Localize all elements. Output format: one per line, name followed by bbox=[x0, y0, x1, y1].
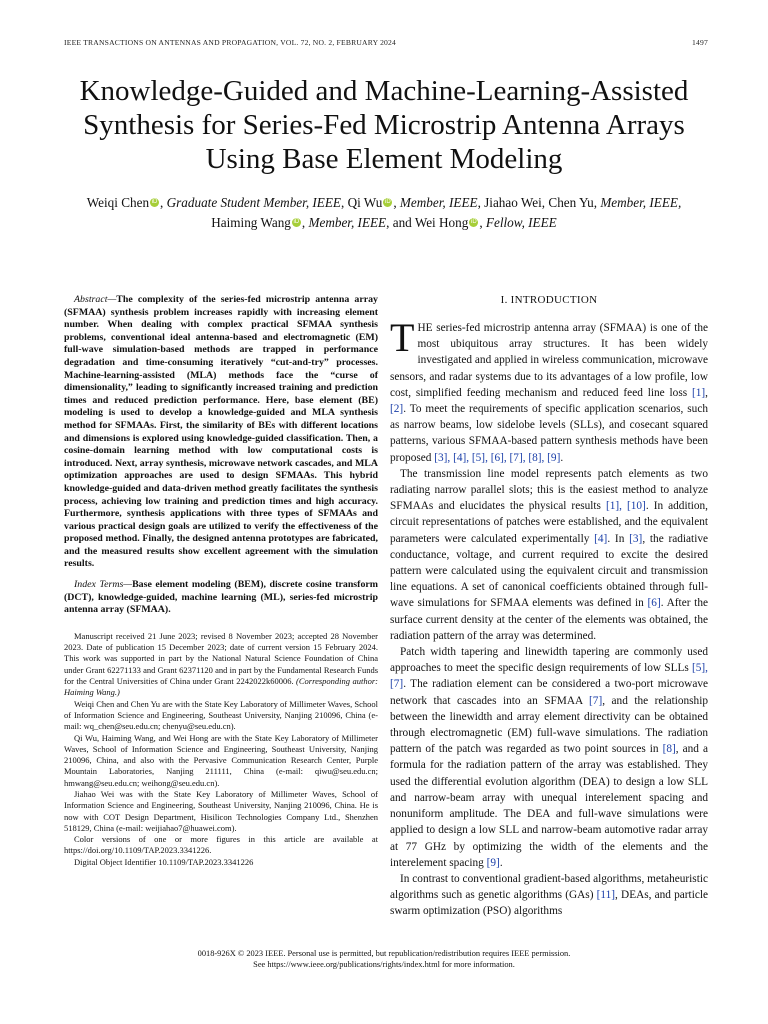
author-line-2: Haiming Wang iD , Member, IEEE, and Wei Hong iD , Fellow, IEEE bbox=[211, 215, 557, 230]
manuscript-text: Manuscript received 21 June 2023; revised 8 November 2023; accepted 28 November 2023. Date of publication 15 December 2023; date of current version 15 February 2024. This work was supported in part by the National Natural Science Foundation of China under Grant 62271133 and Grant 62371120 and in part by the Fundamental Research Funds for the Central Universities of China under Grant 2242022k60006. bbox=[64, 630, 378, 687]
affiliation-note: Jiahao Wei was with the State Key Laboratory of Millimeter Waves, School of Information Science and Engineering, Southeast University, Nanjing 210096, China. He is now with COT Design Department, Hisilicon Technologies Company Ltd., Shenzhen 518129, China (e-mail: weijiahao7@huawei.com). bbox=[64, 789, 378, 833]
manuscript-note bbox=[64, 631, 378, 699]
paragraph-text: . After the surface current density at the center of the elements was obtained, the radiation pattern of the array was determined. bbox=[390, 597, 708, 642]
intro-paragraph-1 bbox=[390, 315, 708, 466]
author-role: Fellow, IEEE bbox=[485, 215, 557, 230]
journal-name: IEEE TRANSACTIONS ON ANTENNAS AND PROPAGATION, VOL. 72, NO. 2, FEBRUARY 2024 bbox=[64, 38, 397, 47]
paper-title bbox=[40, 74, 728, 176]
citation-link[interactable]: [4] bbox=[594, 532, 608, 545]
paragraph-text: . The radiation element can be considered a two-port microwave network that cascades into an SFMAA bbox=[390, 678, 708, 707]
title-line: Using Base Element Modeling bbox=[205, 143, 563, 175]
paragraph-text: Patch width tapering and linewidth tapering are commonly used approaches to meet the specific design requirements of low SLLs bbox=[390, 646, 708, 675]
affiliation-note: Qi Wu, Haiming Wang, and Wei Hong are with the State Key Laboratory of Millimeter Waves, School of Information Science and Engineering, Southeast University, Nanjing 210096, China, and also with the Pervasive Communication Research Center, Purple Mountain Laboratories, Nanjing 211111, China (e-mail: qiwu@seu.edu.cn; hmwang@seu.edu.cn; weihong@seu.edu.cn). bbox=[64, 732, 378, 788]
paragraph-text: HE series-fed microstrip antenna array (SFMAA) is one of the most ubiquitous array structures. It has been widely investigated and applied in wireless communication, microwave sensors, and radar systems due to its advantages of a low profile, low cost, simplified feeding mechanism and reduced feed line loss bbox=[390, 322, 708, 399]
author-list bbox=[40, 193, 728, 233]
title-line: Synthesis for Series-Fed Microstrip Antenna Arrays bbox=[83, 109, 685, 141]
right-column bbox=[390, 294, 708, 920]
orcid-icon[interactable]: iD bbox=[293, 219, 300, 225]
author-name: Haiming Wang bbox=[211, 215, 291, 230]
author-line-1: Weiqi Chen iD , Graduate Student Member, IEEE, Qi Wu iD , Member, IEEE, Jiahao Wei, Chen Yu, Member, IEEE, bbox=[86, 195, 682, 210]
paragraph-text: . bbox=[499, 856, 503, 869]
orcid-icon[interactable]: iD bbox=[384, 199, 391, 205]
author-role: Member, IEEE bbox=[399, 195, 478, 210]
citation-link[interactable]: [11] bbox=[596, 889, 616, 902]
author-name: Jiahao Wei, Chen Yu, bbox=[484, 195, 598, 210]
citation-link[interactable]: [6] bbox=[647, 597, 661, 610]
paragraph-text: , and a formula for the radiation pattern of the array was established. They used the differential evolution algorithm (DEA) to design a low SLL and narrow-beam array with unequal interelement spacing and nonuniform amplitude. The DEA and full-wave simulations were applied to design a low SLL and narrow-beam automotive radar array at 77 GHz by optimizing the width of the elements and the interelement spacing bbox=[390, 743, 708, 869]
citation-link[interactable]: [3] bbox=[629, 532, 643, 545]
index-terms-label: Index Terms— bbox=[74, 579, 133, 591]
author-name: Weiqi Chen bbox=[86, 195, 150, 210]
citation-link[interactable]: [8] bbox=[662, 743, 676, 756]
intro-paragraph-4 bbox=[390, 871, 708, 920]
abstract bbox=[64, 294, 378, 571]
author-role: Member, IEEE bbox=[308, 215, 387, 230]
citation-link[interactable]: [2] bbox=[390, 403, 404, 416]
author-name: Qi Wu bbox=[347, 195, 383, 210]
paragraph-text: , bbox=[705, 386, 708, 399]
paragraph-text: , and the relationship between the linewidth and array element directivity can be obtained through electromagnetic (EM) full-wave simulations. The radiation pattern of the patch was regarded as two point sources in bbox=[390, 694, 708, 756]
left-column bbox=[64, 294, 378, 868]
citation-link[interactable]: [7] bbox=[589, 694, 603, 707]
paragraph-text: The transmission line model represents patch elements as two radiating narrow parallel slots; this is the easiest method to analyze SFMAAs and elucidates the physical results bbox=[390, 467, 708, 513]
affiliation-note: Weiqi Chen and Chen Yu are with the State Key Laboratory of Millimeter Waves, School of Information Science and Engineering, Southeast University, Nanjing 210096, China (e-mail: wq_chen@seu.edu.cn; chenyu@seu.edu.cn). bbox=[64, 698, 378, 732]
citation-link[interactable]: [5], [7] bbox=[390, 662, 708, 691]
orcid-icon[interactable]: iD bbox=[151, 199, 158, 205]
paragraph-text: In contrast to conventional gradient-based algorithms, metaheuristic algorithms such as genetic algorithms (GAs) bbox=[390, 872, 708, 902]
rights-line: See https://www.ieee.org/publications/rights/index.html for more information. bbox=[253, 960, 515, 969]
section-heading: I. INTRODUCTION bbox=[500, 294, 598, 306]
author-name: , and Wei Hong bbox=[386, 215, 469, 230]
citation-link[interactable]: [9] bbox=[486, 856, 500, 869]
index-terms-text: Base element modeling (BEM), discrete cosine transform (DCT), knowledge-guided, machine learning (ML), series-fed microstrip antenna array (SFMAA). bbox=[64, 579, 378, 616]
paragraph-text: . bbox=[560, 451, 564, 464]
author-role: Graduate Student Member, IEEE bbox=[166, 195, 341, 210]
paragraph-text: . In addition, circuit representations of patches were established, and the equivalent parameters were calculated experimentally bbox=[390, 500, 708, 545]
drop-cap: T bbox=[390, 315, 415, 360]
paragraph-text: , DEAs, and particle swarm optimization (PSO) algorithms bbox=[390, 889, 708, 918]
running-header bbox=[64, 38, 708, 47]
copyright-notice bbox=[40, 948, 728, 970]
author-role: Member, IEEE, bbox=[600, 195, 682, 210]
doi-note: Digital Object Identifier 10.1109/TAP.2023.3341226 bbox=[74, 856, 254, 867]
citation-link[interactable]: [1], [10] bbox=[605, 500, 646, 513]
copyright-line: 0018-926X © 2023 IEEE. Personal use is permitted, but republication/redistribution requires IEEE permission. bbox=[197, 949, 571, 958]
orcid-icon[interactable]: iD bbox=[470, 219, 477, 225]
paragraph-text: . To meet the requirements of specific application scenarios, such as narrow beams, low sidelobe levels (SLLs), and cosecant squared patterns, various SFMAA-based pattern synthesis methods have been proposed bbox=[390, 403, 708, 464]
corresponding-author: (Corresponding author: Haiming Wang.) bbox=[64, 676, 379, 698]
index-terms bbox=[64, 579, 378, 617]
abstract-label: Abstract— bbox=[74, 294, 117, 305]
title-line: Knowledge-Guided and Machine-Learning-Assisted bbox=[79, 75, 689, 107]
intro-paragraph-3 bbox=[390, 644, 708, 871]
citation-link[interactable]: [1] bbox=[691, 386, 706, 399]
intro-paragraph-2 bbox=[390, 466, 708, 644]
citation-link[interactable]: [3], [4], [5], [6], [7], [8], [9] bbox=[434, 451, 561, 464]
footnotes bbox=[64, 631, 378, 868]
color-note: Color versions of one or more figures in this article are available at https://doi.org/10.1109/TAP.2023.3341226. bbox=[64, 834, 378, 856]
abstract-text: The complexity of the series-fed microstrip antenna array (SFMAA) synthesis problem increases rapidly with increasing element number. When dealing with complex practical SFMAA synthesis problems, conventional ideal antenna-based and electromagnetic (EM) full-wave simulation-based methods are trapped in performance degradation and time-consuming iteratively “cut-and-try” processes. Machine-learning-assisted (MLA) methods face the “curse of dimensionality,” leading to significantly increased training and prediction times and reduced prediction performance. Here, base element (BE) modeling is used to develop a knowledge-guided and MLA synthesis method for SFMAAs. First, the similarity of BEs with different locations and dimensions is explored using knowledge-guided classification. Then, a cosine-domain learning method with low computational costs is introduced. Next, array synthesis, microwave network cascades, and MLA optimization approaches are used to design SFMAAs. This hybrid knowledge-guided and data-driven method greatly facilitates the synthesis process, achieving low training and prediction times and high accuracy. Furthermore, synthesis applications with three types of SFMAAs and various practical design goals are utilized to verify the effectiveness of the proposed method. Finally, the designed antenna prototypes are fabricated, and the measured results show excellent agreement with the simulation results. bbox=[64, 294, 378, 570]
paragraph-text: , the radiative conductance, voltage, and current required to excite the desired pattern were calculated using the equivalent circuit and transmission line equations. A set of canonical coefficients obtained through full-wave simulations for SFMAA elements was defined in bbox=[390, 532, 709, 610]
paragraph-text: . In bbox=[607, 532, 630, 545]
page-number: 1497 bbox=[692, 38, 708, 47]
